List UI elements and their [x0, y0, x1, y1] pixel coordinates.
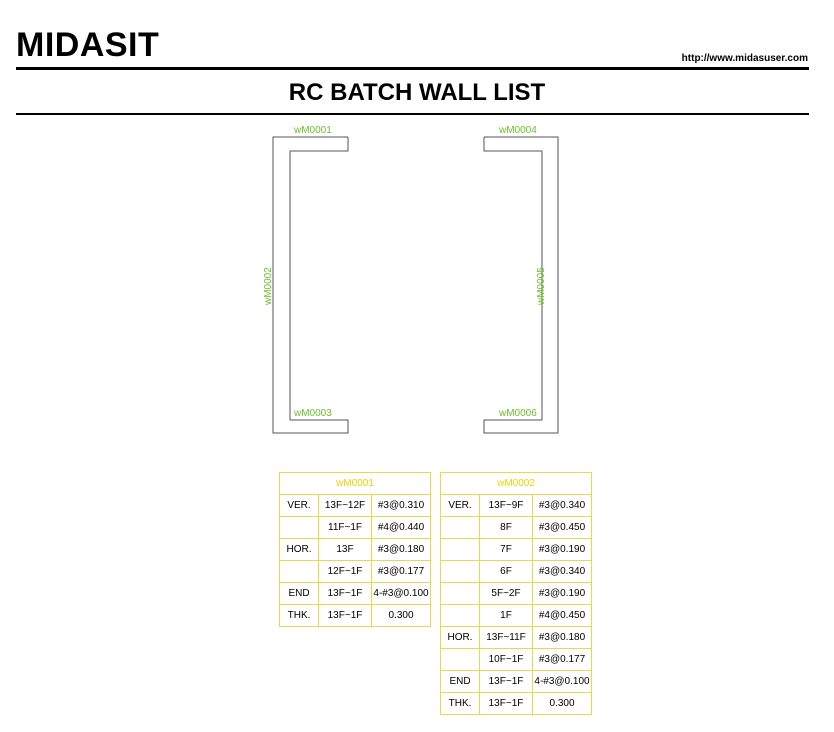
table-cell	[441, 605, 480, 627]
table-title: wM0001	[280, 473, 431, 495]
table-cell	[441, 539, 480, 561]
table-cell: #3@0.180	[372, 539, 431, 561]
table-row	[280, 583, 431, 605]
table-cell: END	[280, 583, 319, 605]
website-url[interactable]: http://www.midasuser.com	[681, 53, 808, 64]
table-cell: THK.	[441, 693, 480, 715]
table-row	[441, 605, 592, 627]
table-row	[280, 605, 431, 627]
table-cell	[280, 561, 319, 583]
table-cell: 7F	[480, 539, 533, 561]
table-cell: #3@0.177	[372, 561, 431, 583]
table-row	[441, 583, 592, 605]
table-cell: 13F~9F	[480, 495, 533, 517]
table-cell: 6F	[480, 561, 533, 583]
table-cell: 13F~1F	[319, 605, 372, 627]
table-cell: 0.300	[533, 693, 592, 715]
table-row	[280, 561, 431, 583]
wall-label-wM0004: wM0004	[499, 125, 537, 136]
table-cell: 13F~12F	[319, 495, 372, 517]
table-cell: #4@0.440	[372, 517, 431, 539]
table-cell: 13F~11F	[480, 627, 533, 649]
table-cell: 13F~1F	[319, 583, 372, 605]
table-cell: #3@0.190	[533, 539, 592, 561]
table-cell: #3@0.450	[533, 517, 592, 539]
table-row	[441, 517, 592, 539]
table-cell: 5F~2F	[480, 583, 533, 605]
table-cell: 4-#3@0.100	[372, 583, 431, 605]
wall-outline-left	[273, 137, 348, 433]
wall-table-wM0002	[440, 472, 592, 715]
table-cell: #3@0.340	[533, 561, 592, 583]
table-title: wM0002	[441, 473, 592, 495]
table-cell: #3@0.310	[372, 495, 431, 517]
table-row	[441, 693, 592, 715]
table-cell: 1F	[480, 605, 533, 627]
table-row	[280, 495, 431, 517]
table-cell: #4@0.450	[533, 605, 592, 627]
table-cell: THK.	[280, 605, 319, 627]
table-cell: VER.	[280, 495, 319, 517]
table-row	[441, 627, 592, 649]
table-cell: 0.300	[372, 605, 431, 627]
table-cell	[280, 517, 319, 539]
table-cell: 13F~1F	[480, 671, 533, 693]
table-cell: 4-#3@0.100	[533, 671, 592, 693]
table-row	[280, 517, 431, 539]
wall-label-wM0002: wM0002	[263, 267, 274, 305]
table-cell: HOR.	[280, 539, 319, 561]
table-cell	[441, 649, 480, 671]
table-row	[441, 495, 592, 517]
table-row	[441, 539, 592, 561]
page-title: RC BATCH WALL LIST	[288, 79, 546, 106]
wall-label-wM0001: wM0001	[294, 125, 332, 136]
table-cell: 11F~1F	[319, 517, 372, 539]
table-row	[441, 671, 592, 693]
table-row	[441, 561, 592, 583]
wall-label-wM0006: wM0006	[499, 408, 537, 419]
table-cell: 10F~1F	[480, 649, 533, 671]
table-cell: VER.	[441, 495, 480, 517]
table-row	[441, 649, 592, 671]
table-row	[280, 539, 431, 561]
wall-label-wM0003: wM0003	[294, 408, 332, 419]
table-cell: 13F	[319, 539, 372, 561]
table-cell: #3@0.340	[533, 495, 592, 517]
table-cell: HOR.	[441, 627, 480, 649]
table-cell: 8F	[480, 517, 533, 539]
table-cell: 12F~1F	[319, 561, 372, 583]
wall-table-wM0001	[279, 472, 431, 627]
wall-label-wM0005: wM0005	[536, 267, 547, 305]
table-cell	[441, 517, 480, 539]
table-cell: #3@0.177	[533, 649, 592, 671]
table-cell: #3@0.190	[533, 583, 592, 605]
brand-logo: MIDASIT	[16, 26, 160, 64]
table-cell: 13F~1F	[480, 693, 533, 715]
table-cell: END	[441, 671, 480, 693]
table-cell: #3@0.180	[533, 627, 592, 649]
table-cell	[441, 561, 480, 583]
table-cell	[441, 583, 480, 605]
